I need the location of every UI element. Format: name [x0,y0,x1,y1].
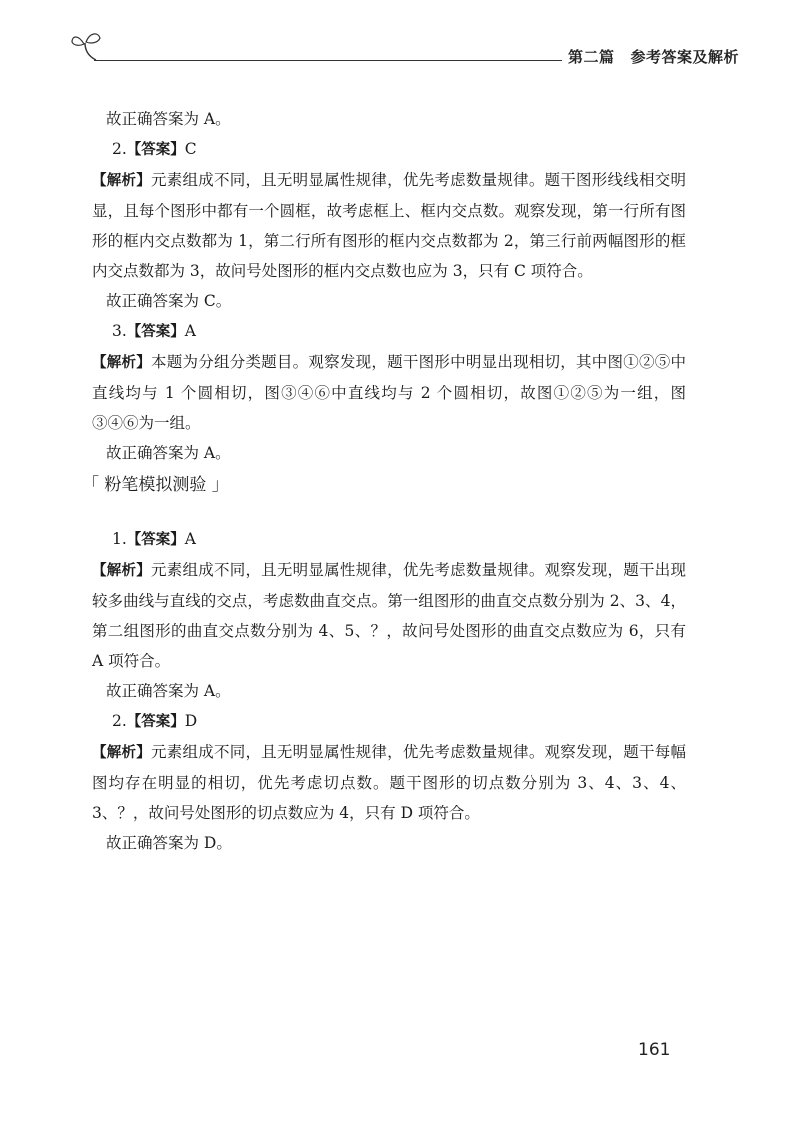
analysis-text: 元素组成不同，且无明显属性规律，优先考虑数量规律。题干图形线线相交明显，且每个图形中都有一个圆框，故考虑框上、框内交点数。观察发现，第一行所有图形的框内交点数都为 1，第二行所有图形的框内交点数都为 2，第三行前两幅图形的框内交点数都为 3，故问号处图形的框内交点数也应为 3，只有 C 项符合。 [92,171,687,280]
analysis-tag: 【解析】 [92,563,151,579]
header-section-title: 参考答案及解析 [630,48,740,66]
section1-line-0: 故正确答案为 A。 [106,110,231,128]
answer-tag: 【答案】 [126,714,185,730]
header-part: 第二篇 [568,48,615,66]
analysis-text: 本题为分组分类题目。观察发现，题干图形中明显出现相切，其中图①②⑤中直线均与 1 个圆相切，图③④⑥中直线均与 2 个圆相切，故图①②⑤为一组，图③④⑥为一组。 [92,353,687,432]
section-heading: 「 粉笔模拟测验 」 [82,475,229,495]
page-number: 161 [638,1040,671,1060]
page-header [70,30,740,70]
analysis-text: 元素组成不同，且无明显属性规律，优先考虑数量规律。观察发现，题干每幅图均存在明显的相切，优先考虑切点数。题干图形的切点数分别为 3、4、3、4、3、？，故问号处图形的切点数应为 4，只有 D 项符合。 [92,743,687,822]
sprout-icon [70,30,104,60]
analysis-tag: 【解析】 [92,355,151,371]
answer-value: A [184,530,196,548]
section2-line-5: 故正确答案为 D。 [106,834,232,852]
section2-answer-2 [106,706,686,737]
header-title [568,46,739,67]
answer-number: 2. [112,712,127,730]
section2-line-2: 故正确答案为 A。 [106,682,231,700]
answer-number: 1. [112,530,127,548]
answer-number: 2. [112,140,127,158]
section1-answer-2 [106,134,686,165]
section1-line-3: 故正确答案为 C。 [106,292,232,310]
answer-value: A [184,322,196,340]
analysis-text: 元素组成不同，且无明显属性规律，优先考虑数量规律。观察发现，题干出现较多曲线与直线的交点，考虑数曲直交点。第一组图形的曲直交点数分别为 2、3、4，第二组图形的曲直交点数分别为 4、5、？，故问号处图形的曲直交点数应为 6，只有 A 项符合。 [92,561,687,670]
section2-content [92,524,687,858]
header-rule [94,60,562,61]
answer-tag: 【答案】 [126,324,185,340]
section1-line-6: 故正确答案为 A。 [106,444,231,462]
section2-answer-1 [106,524,686,555]
answer-tag: 【答案】 [126,532,185,548]
analysis-tag: 【解析】 [92,173,151,189]
section1-answer-3 [106,316,686,347]
section2-analysis-2 [92,737,686,828]
section2-analysis-1 [92,555,686,676]
answer-number: 3. [112,322,127,340]
section1-analysis-3 [92,347,686,438]
answer-value: D [184,712,198,730]
analysis-tag: 【解析】 [92,745,151,761]
section1-content [92,104,687,468]
answer-value: C [184,140,197,158]
answer-tag: 【答案】 [126,142,185,158]
section1-analysis-2 [92,165,686,286]
